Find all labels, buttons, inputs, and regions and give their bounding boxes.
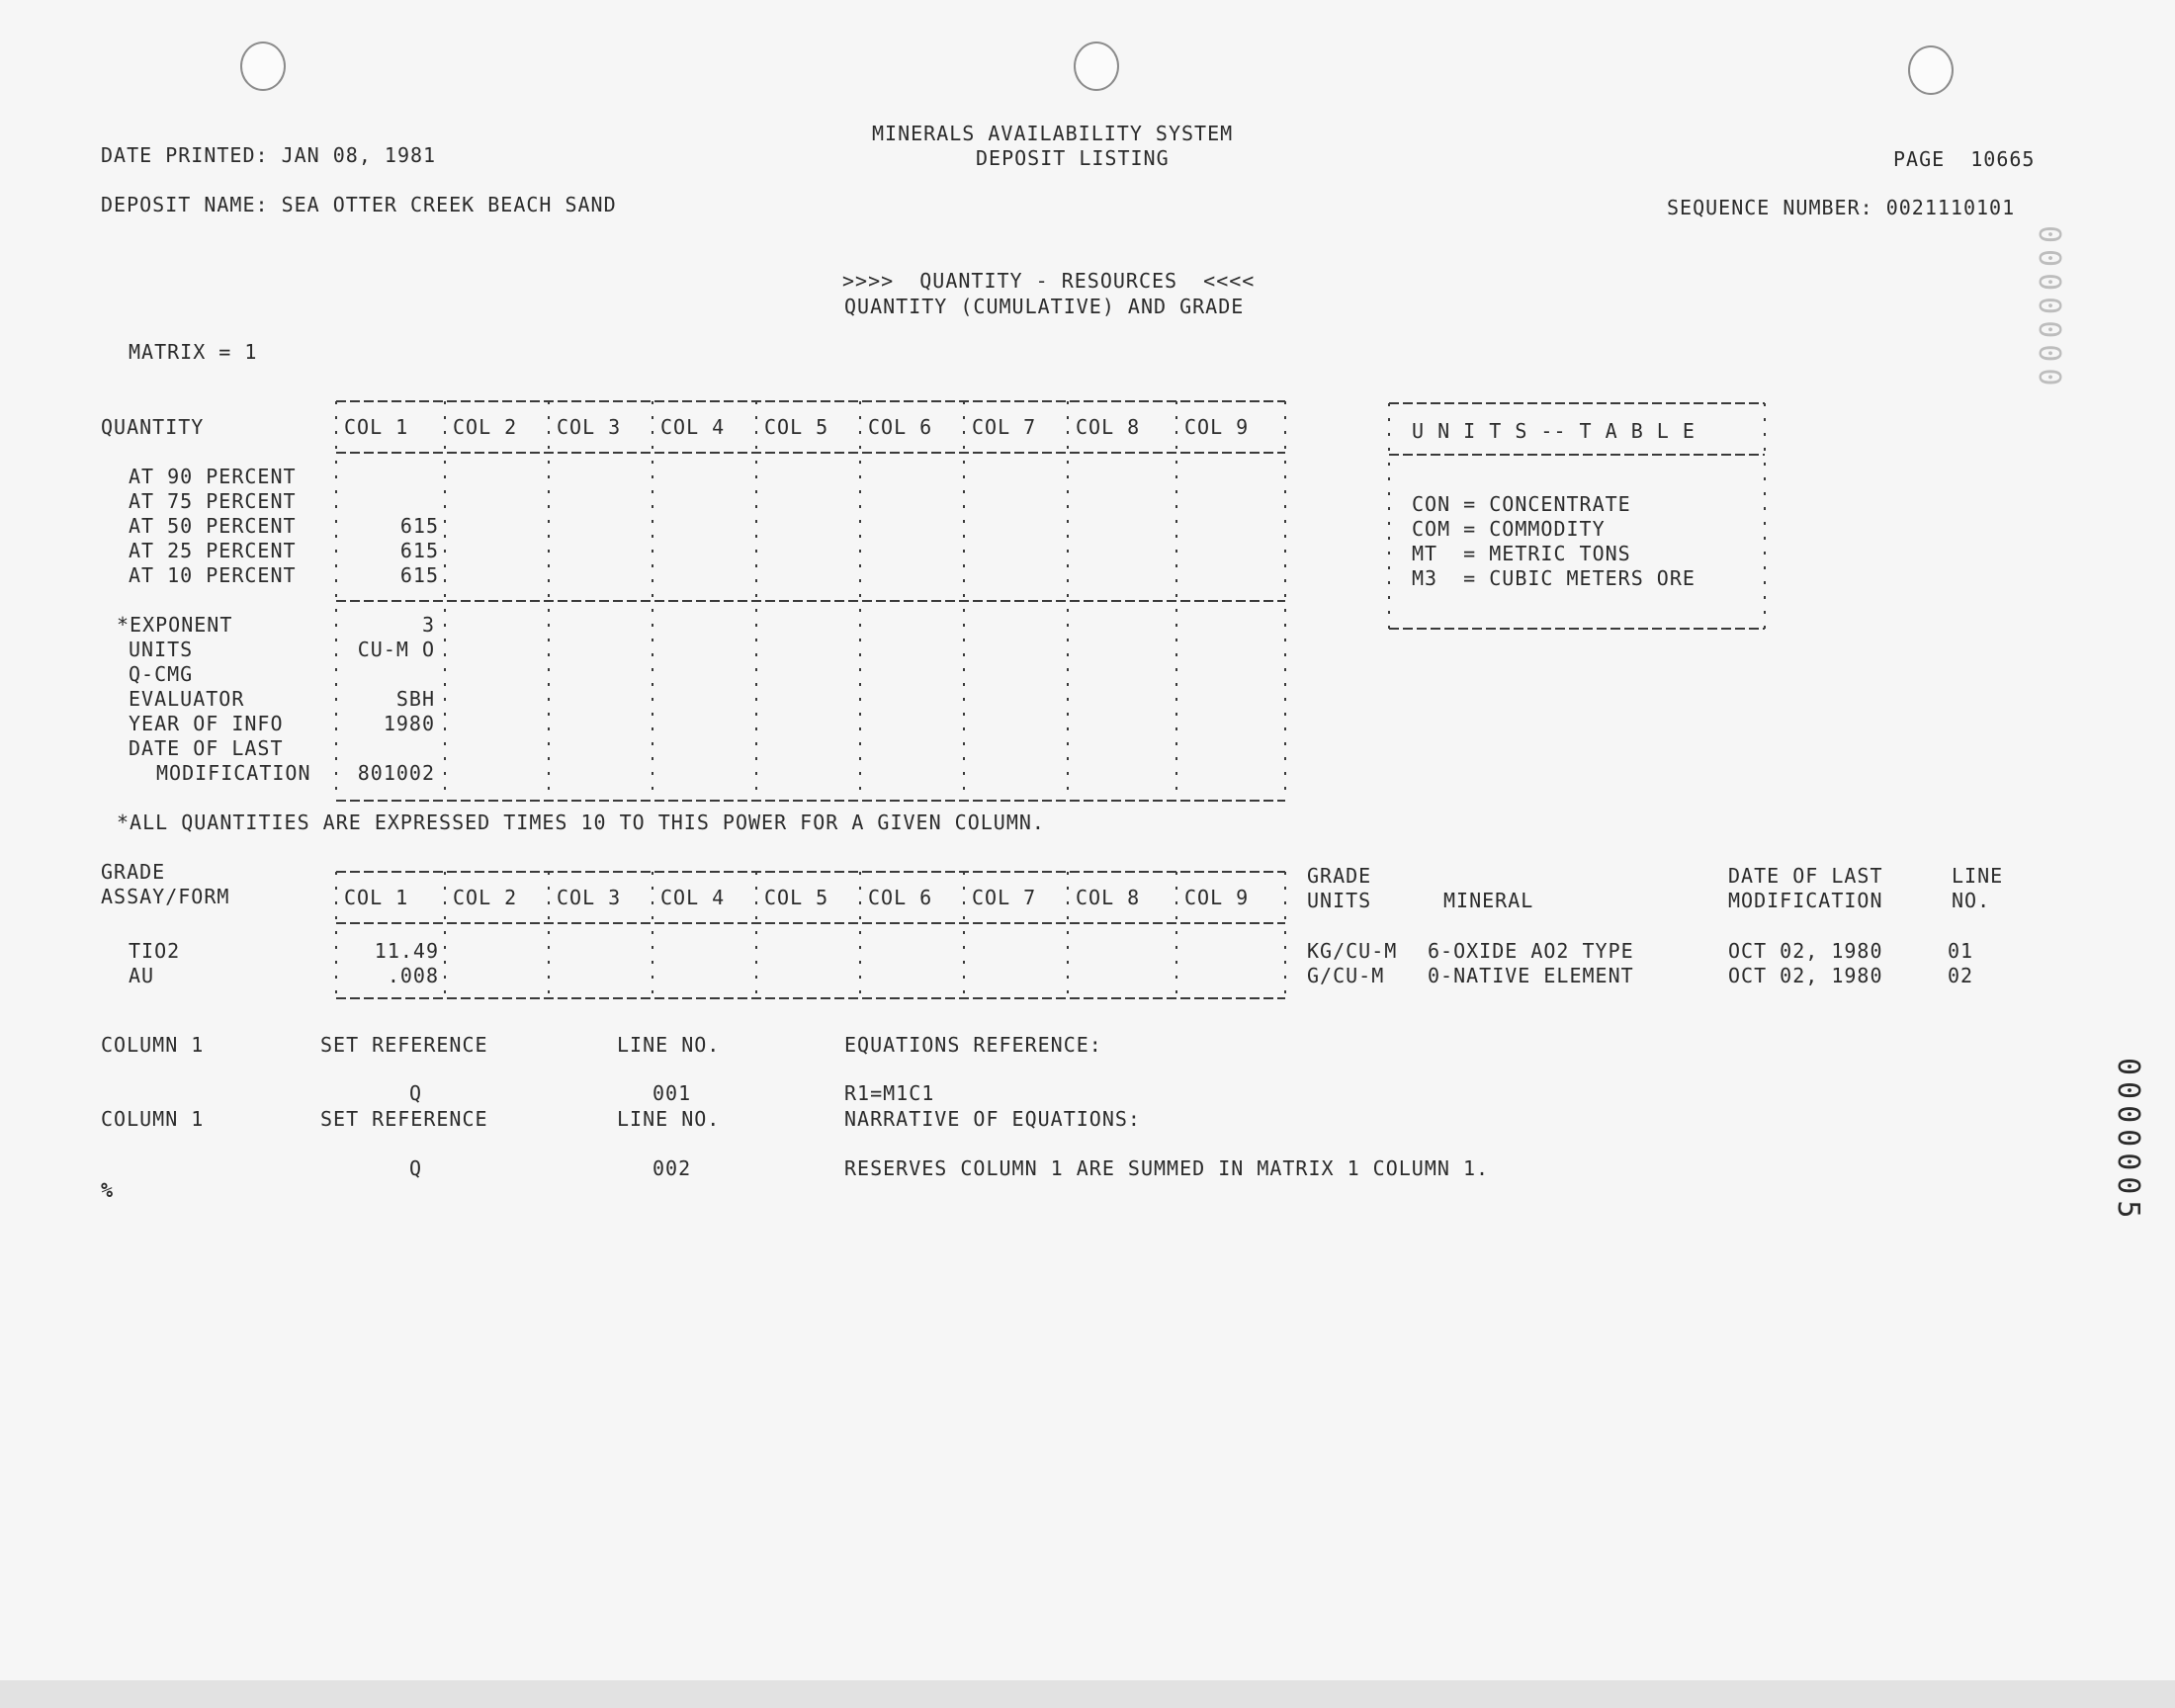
- qty-col-header-3: COL 3: [557, 415, 622, 439]
- reference-line-label: LINE NO.: [617, 1033, 721, 1057]
- line-header-1: LINE: [1952, 864, 2004, 888]
- qty-meta-label: Q-CMG: [129, 662, 194, 686]
- grade-col-header-5: COL 5: [764, 886, 829, 909]
- qty-row-col1-value: 615: [399, 539, 439, 562]
- section-subtitle: QUANTITY (CUMULATIVE) AND GRADE: [844, 295, 1245, 318]
- qty-meta-label: MODIFICATION: [156, 761, 311, 785]
- reference-equation-value: R1=M1C1: [844, 1081, 935, 1105]
- reference-equation-label: NARRATIVE OF EQUATIONS:: [844, 1107, 1141, 1131]
- qty-col-header-4: COL 4: [660, 415, 726, 439]
- qty-row-col1-value: 615: [399, 514, 439, 538]
- qty-meta-label: YEAR OF INFO: [129, 712, 284, 735]
- reference-column: COLUMN 1: [101, 1107, 205, 1131]
- qty-col-header-1: COL 1: [344, 415, 409, 439]
- grade-row-mineral: 6-OXIDE AO2 TYPE: [1428, 939, 1634, 963]
- units-table-title: U N I T S -- T A B L E: [1412, 419, 1696, 443]
- punch-hole-right: [1908, 45, 1954, 95]
- deposit-name: DEPOSIT NAME: SEA OTTER CREEK BEACH SAND: [101, 193, 617, 216]
- system-title: MINERALS AVAILABILITY SYSTEM: [872, 122, 1234, 145]
- listing-title: DEPOSIT LISTING: [976, 146, 1170, 170]
- qty-col-header-6: COL 6: [868, 415, 933, 439]
- grade-units-header-1: GRADE: [1307, 864, 1372, 888]
- qty-row-label: AT 25 PERCENT: [129, 539, 297, 562]
- qty-col-header-2: COL 2: [453, 415, 518, 439]
- date-printed: DATE PRINTED: JAN 08, 1981: [101, 143, 437, 167]
- punch-hole-center: [1074, 42, 1119, 91]
- qty-row-label: AT 90 PERCENT: [129, 465, 297, 488]
- grade-col-header-1: COL 1: [344, 886, 409, 909]
- qty-col-header-9: COL 9: [1184, 415, 1250, 439]
- grade-col-header-7: COL 7: [972, 886, 1037, 909]
- grade-row-assay: TIO2: [129, 939, 181, 963]
- qty-col-header-5: COL 5: [764, 415, 829, 439]
- grade-row-col1-value: 11.49: [374, 939, 439, 963]
- qty-col-header-7: COL 7: [972, 415, 1037, 439]
- matrix-label: MATRIX = 1: [129, 340, 258, 364]
- grade-col-header-4: COL 4: [660, 886, 726, 909]
- date-header-2: MODIFICATION: [1728, 889, 1883, 912]
- reference-equation-label: EQUATIONS REFERENCE:: [844, 1033, 1102, 1057]
- reference-set-value: Q: [409, 1081, 423, 1105]
- grade-col-header-6: COL 6: [868, 886, 933, 909]
- reference-line-value: 002: [652, 1156, 692, 1180]
- page-number: PAGE 10665: [1893, 147, 2036, 171]
- units-table-row: MT = METRIC TONS: [1412, 542, 1631, 565]
- reference-column: COLUMN 1: [101, 1033, 205, 1057]
- sequence-number: SEQUENCE NUMBER: 0021110101: [1667, 196, 2016, 219]
- grade-col-header-9: COL 9: [1184, 886, 1250, 909]
- grade-row-mineral: 0-NATIVE ELEMENT: [1428, 964, 1634, 987]
- mineral-header: MINERAL: [1443, 889, 1534, 912]
- reference-equation-value: RESERVES COLUMN 1 ARE SUMMED IN MATRIX 1 COLUMN 1.: [844, 1156, 1490, 1180]
- grade-col-header-2: COL 2: [453, 886, 518, 909]
- grade-row-units: KG/CU-M: [1307, 939, 1398, 963]
- qty-meta-label: DATE OF LAST: [129, 736, 284, 760]
- grade-row-line: 01: [1948, 939, 1974, 963]
- section-title: >>>> QUANTITY - RESOURCES <<<<: [842, 269, 1256, 293]
- quantity-label: QUANTITY: [101, 415, 205, 439]
- grade-units-header-2: UNITS: [1307, 889, 1372, 912]
- quantity-footnote: *ALL QUANTITIES ARE EXPRESSED TIMES 10 TO THIS POWER FOR A GIVEN COLUMN.: [117, 811, 1045, 834]
- side-stamp-faint: 0000000: [2032, 225, 2066, 392]
- units-table-row: M3 = CUBIC METERS ORE: [1412, 566, 1696, 590]
- reference-set-value: Q: [409, 1156, 423, 1180]
- qty-meta-col1-value: 801002: [357, 761, 435, 785]
- reference-line-label: LINE NO.: [617, 1107, 721, 1131]
- date-header-1: DATE OF LAST: [1728, 864, 1883, 888]
- grade-label: GRADE: [101, 860, 166, 884]
- scan-bottom-strip: [0, 1680, 2175, 1708]
- end-mark: %: [101, 1178, 115, 1202]
- qty-meta-col1-value: 3: [421, 613, 435, 637]
- line-header-2: NO.: [1952, 889, 1991, 912]
- qty-meta-col1-value: 1980: [383, 712, 435, 735]
- qty-meta-col1-value: SBH: [395, 687, 435, 711]
- reference-line-value: 001: [652, 1081, 692, 1105]
- qty-meta-label: UNITS: [129, 638, 194, 661]
- qty-row-label: AT 50 PERCENT: [129, 514, 297, 538]
- grade-col-header-8: COL 8: [1076, 886, 1141, 909]
- qty-row-col1-value: 615: [399, 563, 439, 587]
- units-table-row: CON = CONCENTRATE: [1412, 492, 1631, 516]
- grade-row-line: 02: [1948, 964, 1974, 987]
- punch-hole-left: [240, 42, 286, 91]
- grade-row-units: G/CU-M: [1307, 964, 1385, 987]
- qty-row-label: AT 10 PERCENT: [129, 563, 297, 587]
- reference-set-label: SET REFERENCE: [320, 1107, 488, 1131]
- qty-meta-col1-value: CU-M O: [357, 638, 435, 661]
- grade-col-header-3: COL 3: [557, 886, 622, 909]
- qty-col-header-8: COL 8: [1076, 415, 1141, 439]
- grade-row-assay: AU: [129, 964, 155, 987]
- qty-meta-label: *EXPONENT: [117, 613, 233, 637]
- qty-meta-label: EVALUATOR: [129, 687, 245, 711]
- units-table-row: COM = COMMODITY: [1412, 517, 1606, 541]
- qty-row-label: AT 75 PERCENT: [129, 489, 297, 513]
- reference-set-label: SET REFERENCE: [320, 1033, 488, 1057]
- grade-row-date: OCT 02, 1980: [1728, 939, 1883, 963]
- side-stamp: 0000005: [2111, 1058, 2145, 1225]
- assay-form-label: ASSAY/FORM: [101, 885, 230, 908]
- grade-row-col1-value: .008: [387, 964, 439, 987]
- grade-row-date: OCT 02, 1980: [1728, 964, 1883, 987]
